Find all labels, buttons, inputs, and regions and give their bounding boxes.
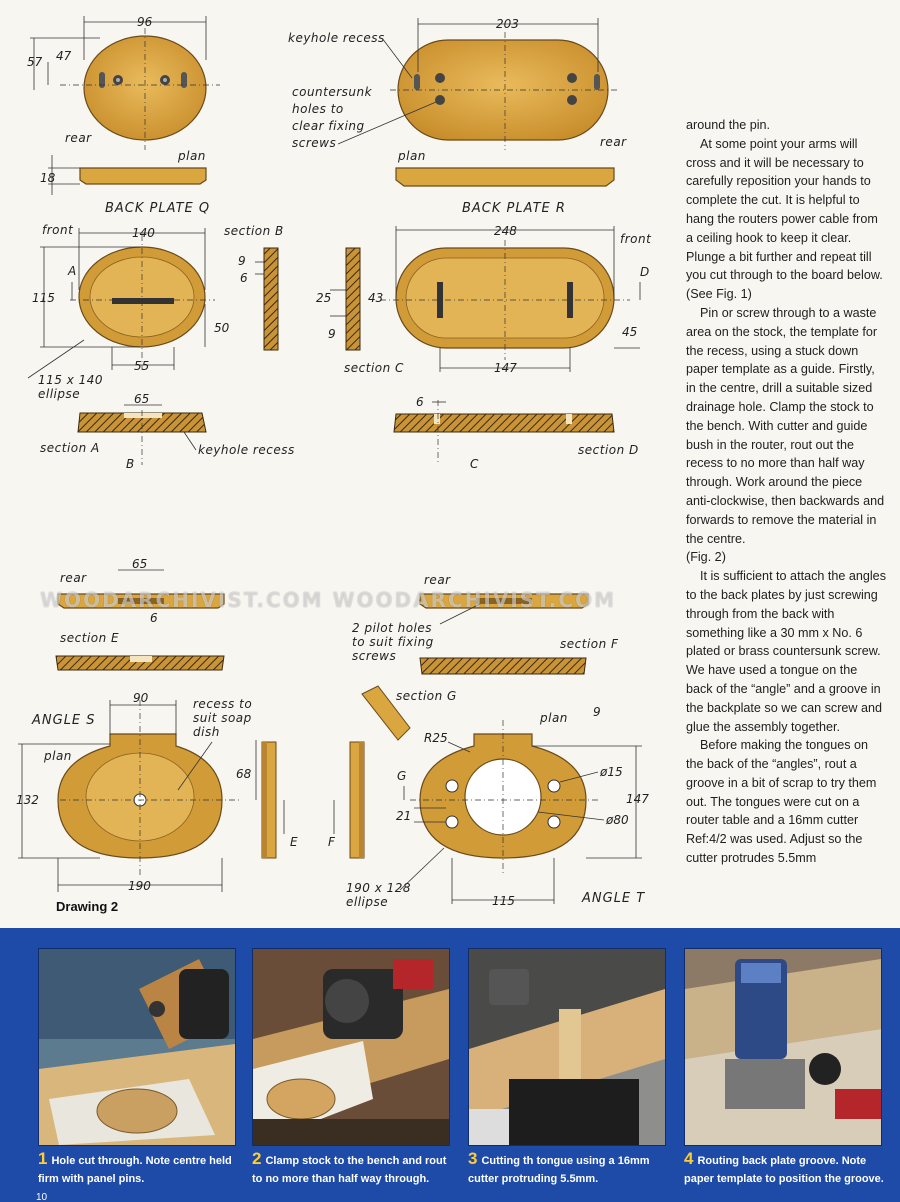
dim-q-65: 65 [134,392,150,406]
label-section-c: section C [344,361,404,375]
label-b: B [126,457,135,471]
dim-r-45: 45 [622,325,638,339]
dim-q-9: 9 [238,254,246,268]
dim-q-50: 50 [214,321,230,335]
label-t-pilot-1: 2 pilot holes [352,621,433,635]
photo-strip [0,928,900,1202]
label-s-recess-1: recess to [193,697,253,711]
back-plate-q [27,15,220,216]
dim-q-width: 96 [137,15,153,29]
label-r-countersunk-2: holes to [292,102,344,116]
label-section-f: section F [560,637,619,651]
label-f: F [328,835,336,849]
label-section-a: section A [40,441,100,455]
dim-q-140: 140 [132,226,155,240]
label-q-plan: plan [178,149,206,163]
dim-s-6: 6 [150,611,158,625]
watermark: WOODARCHIVIST.COM WOODARCHIVIST.COM [40,588,616,612]
label-a: A [68,264,77,278]
paragraph: Before making the tongues on the back of the “angles”, rout a groove in a bit of scrap to try them out. The tongues were cut on a router table and a 16mm cutter Ref:4/2 was used. Adjust so the cutter protrudes 5.5mm [686,738,877,866]
drawing-caption: Drawing 2 [56,899,119,914]
angle-t [328,573,649,909]
label-t-pilot-3: screws [352,649,397,663]
label-section-e: section E [60,631,120,645]
dim-t-147: 147 [626,792,649,806]
photo-3-caption [468,1150,668,1188]
dim-r-248: 248 [494,224,517,238]
paragraph: around the pin. [686,118,771,132]
label-s-plan: plan [44,749,72,763]
dim-r-width: 203 [496,17,519,31]
title-angle-s: ANGLE S [32,713,96,728]
dim-s-132: 132 [16,793,39,807]
dim-s-190: 190 [128,879,151,893]
label-r-plan: plan [398,149,426,163]
label-c: C [470,457,479,471]
label-section-g: section G [396,689,457,703]
label-g: G [397,769,407,783]
label-section-d: section D [578,443,639,457]
label-t-rear: rear [424,573,451,587]
dim-q-115: 115 [32,291,55,305]
caption-number: 2 [252,1149,262,1168]
dim-r-147: 147 [494,361,517,375]
dim-r-6: 6 [416,395,424,409]
label-r-rear: rear [600,135,627,149]
photo-1 [38,948,236,1146]
caption-text: Hole cut through. Note centre held firm with panel pins. [38,1155,232,1185]
back-plate-r [288,17,627,216]
label-t-pilot-2: to suit fixing [352,635,434,649]
label-d: D [640,265,650,279]
caption-number: 1 [38,1149,48,1168]
paragraph: At some point your arms will cross and it will be necessary to carefully reposition your hands to complete the cut. It is helpful to hang the routers power cable from a ceiling hook to keep it clear. Plunge a bit further and repeat till you cut through to the board below. [686,136,883,283]
label-s-rear: rear [60,571,87,585]
label-r-countersunk-4: screws [292,136,337,150]
caption-text: Clamp stock to the bench and rout to no more than half way through. [252,1155,447,1185]
dim-q-57: 57 [27,55,43,69]
label-t-plan: plan [540,711,568,725]
dim-t-115: 115 [492,894,515,908]
label-s-recess-3: dish [193,725,220,739]
photo-3 [468,948,666,1146]
label-q-ellipse-1: 115 x 140 [38,373,104,387]
q-plan-view [28,223,295,471]
label-q-keyhole: keyhole recess [198,443,295,457]
photo-2 [252,948,450,1146]
photo-4-caption [684,1150,884,1188]
photo-1-caption [38,1150,238,1188]
photo-2-caption [252,1150,452,1188]
dim-r-43: 43 [368,291,384,305]
label-t-ellipse-2: ellipse [346,895,389,909]
article-text [686,116,886,868]
title-back-plate-r: BACK PLATE R [462,201,566,216]
paragraph: (Fig. 2) [686,550,726,565]
dim-t-80: ø80 [606,813,629,827]
dim-q-6: 6 [240,271,248,285]
dim-r-25: 25 [316,291,332,305]
dim-q-55: 55 [134,359,150,373]
dim-s-90: 90 [133,691,149,705]
r-plan-view [316,224,652,471]
label-q-rear: rear [65,131,92,145]
label-s-recess-2: suit soap [193,711,252,725]
dim-s-68: 68 [236,767,252,781]
caption-number: 4 [684,1149,694,1168]
dim-t-9: 9 [593,705,601,719]
dim-q-47: 47 [56,49,72,63]
paragraph: (See Fig. 1) [686,287,752,302]
label-r-front: front [620,232,652,246]
label-r-countersunk-3: clear fixing [292,119,365,133]
label-e: E [290,835,299,849]
dim-t-15: ø15 [600,765,623,779]
dim-r-9: 9 [328,327,336,341]
label-r-keyhole: keyhole recess [288,31,385,45]
caption-number: 3 [468,1149,478,1168]
label-q-front: front [42,223,74,237]
label-section-b: section B [224,224,284,238]
dim-q-thick: 18 [40,171,56,185]
caption-text: Routing back plate groove. Note paper template to position the groove. [684,1155,884,1185]
title-back-plate-q: BACK PLATE Q [105,201,211,216]
label-t-ellipse-1: 190 x 128 [346,881,412,895]
label-r-countersunk-1: countersunk [292,85,373,99]
dim-t-21: 21 [396,809,412,823]
photo-4 [684,948,882,1146]
paragraph: It is sufficient to attach the angles to the back plates by just screwing through from the back with something like a 30 mm x No. 6 plated or brass countersunk screw. We have used a tongue on the back of the “angle” and a groove in the backplate so we can screw and glue the assembly together. [686,569,886,734]
paragraph: Pin or screw through to a waste area on the stock, the template for the recess, using a stuck down paper template as a guide. Firstly, in the centre, drill a suitable sized drainage hole. Clamp the stock to the bench. With cutter and guide bush in the router, rout out the recess to no more than half way through. Work around the piece anti-clockwise, then backwards and forwards to remove the material in the centre. [686,305,885,546]
dim-s-65: 65 [132,557,148,571]
dim-t-r25: R25 [424,731,448,745]
page-number: 10 [36,1192,48,1202]
label-q-ellipse-2: ellipse [38,387,81,401]
title-angle-t: ANGLE T [582,891,646,906]
caption-text: Cutting th tongue using a 16mm cutter protruding 5.5mm. [468,1155,650,1185]
